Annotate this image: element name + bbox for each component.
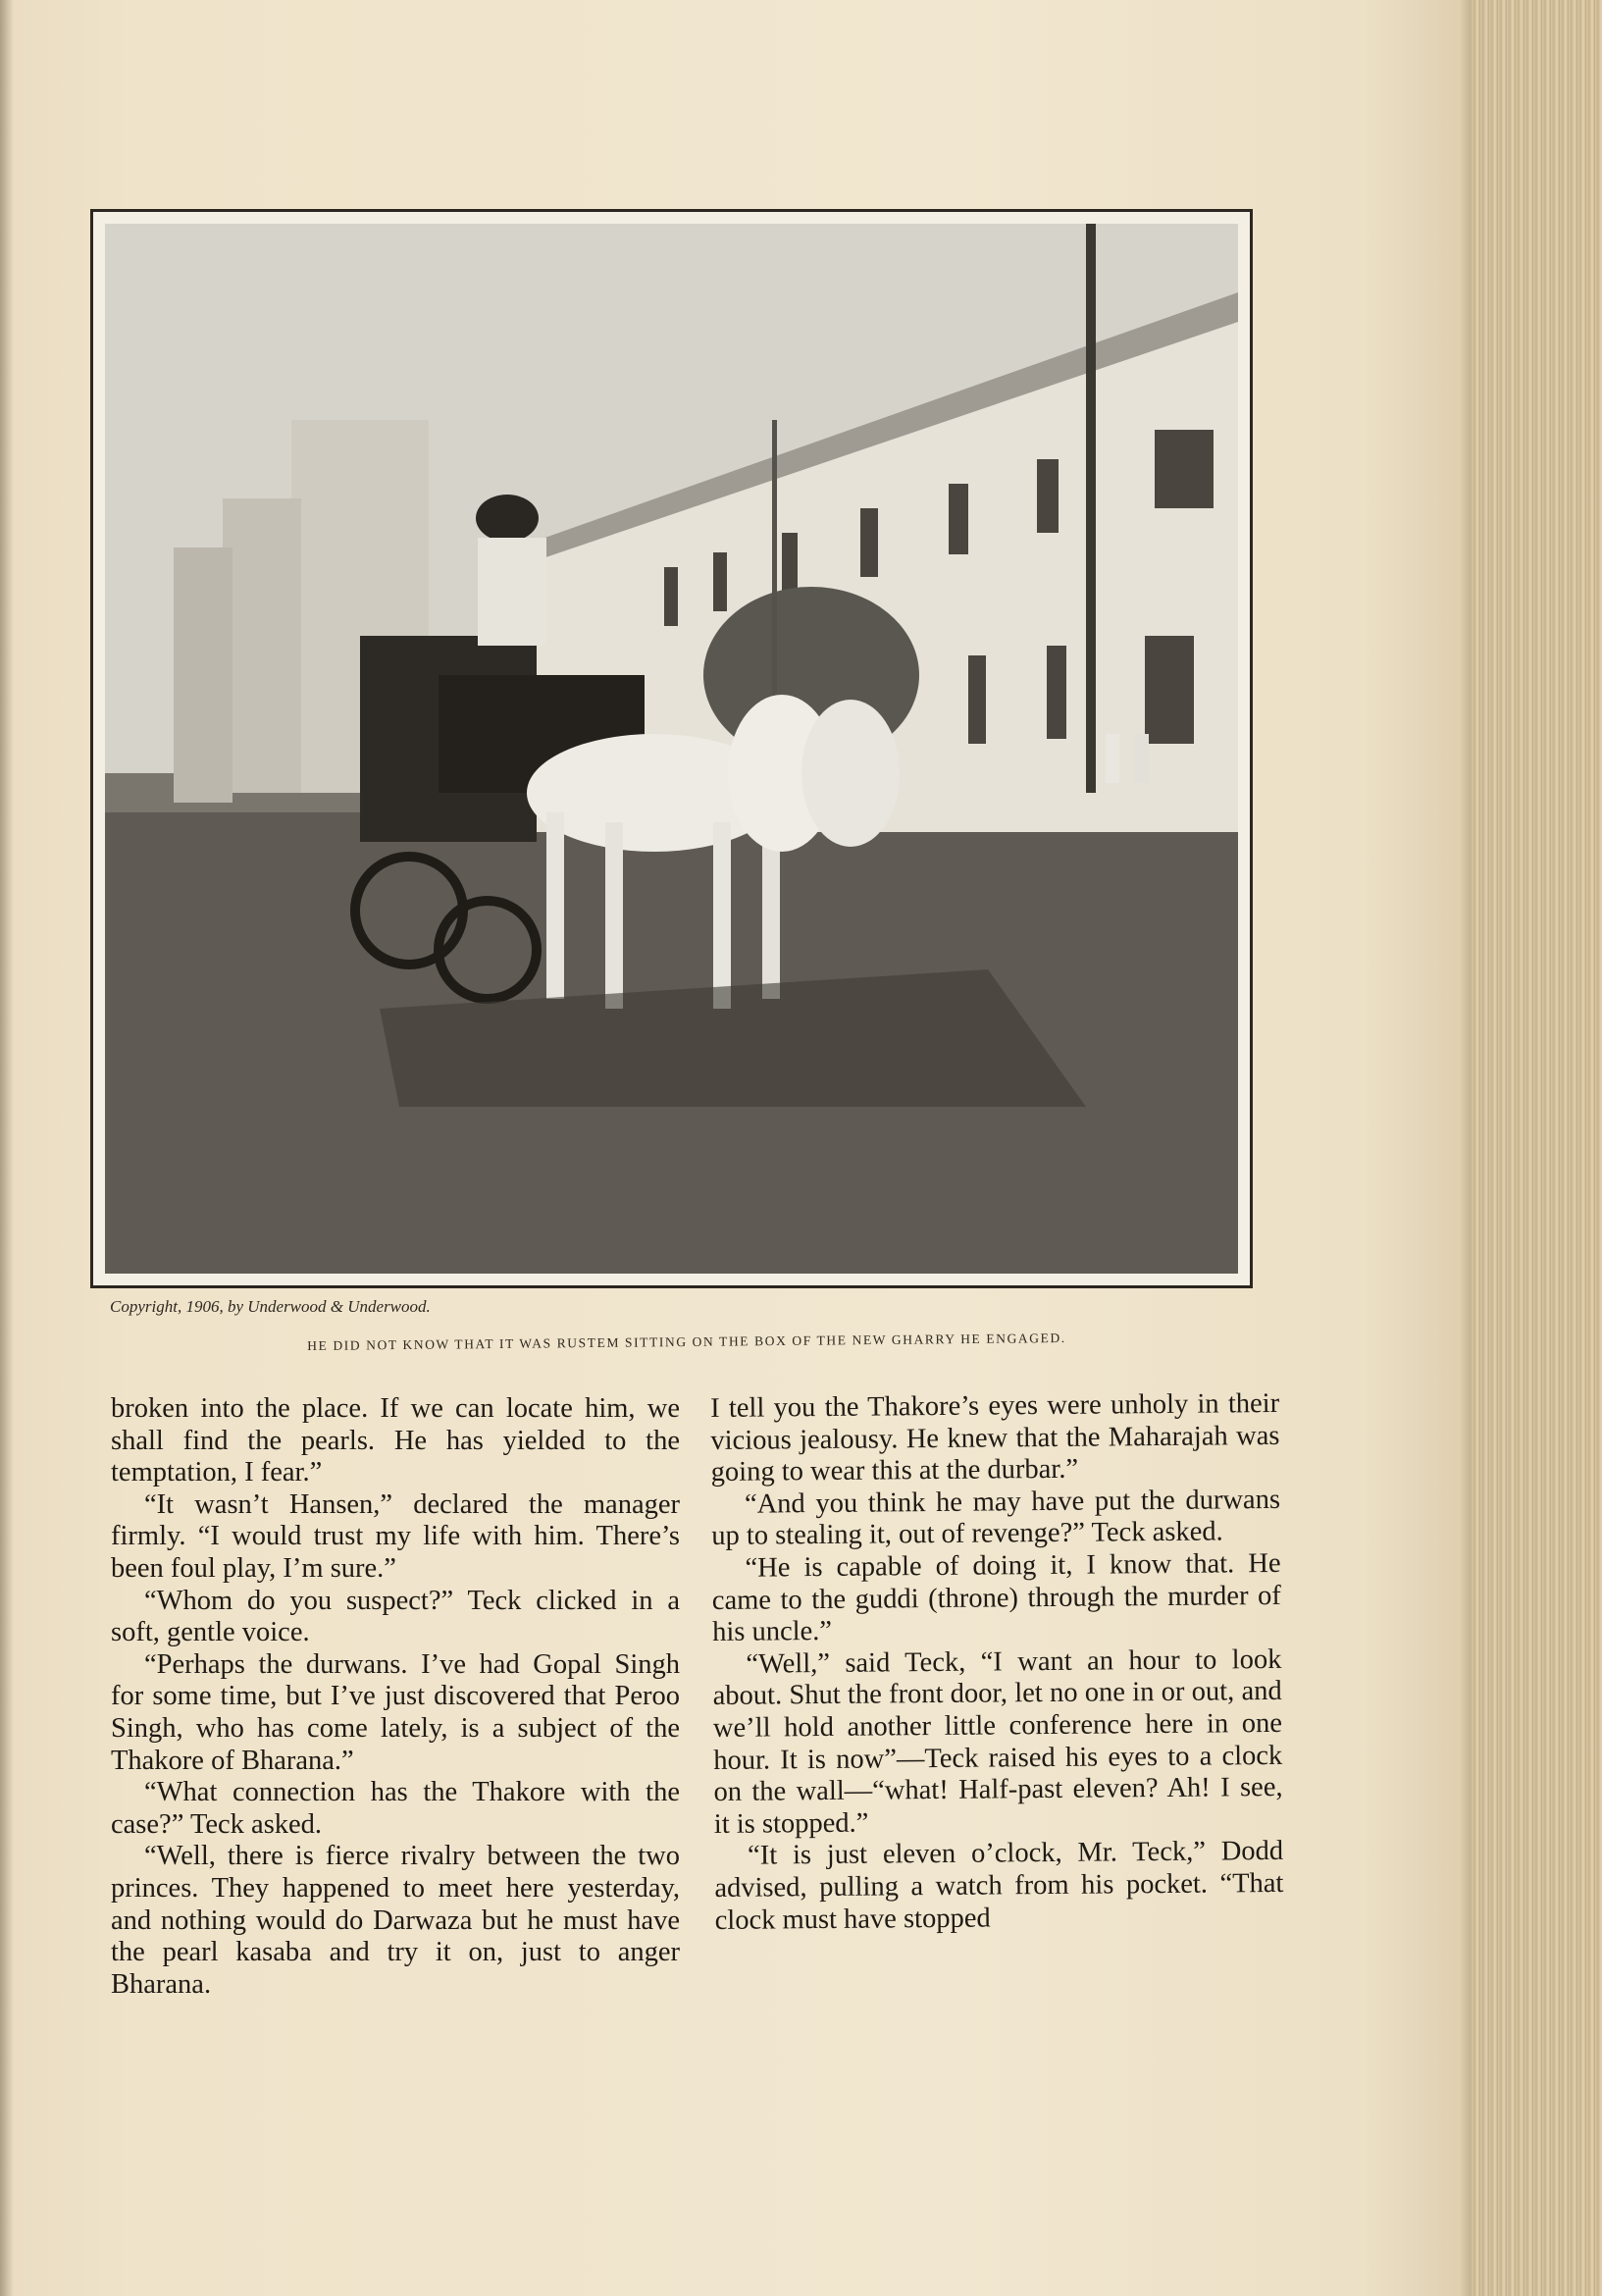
paragraph: “What connection has the Thakore with the case?” Teck asked. [111,1777,680,1840]
paragraph: “It is just eleven o’clock, Mr. Teck,” Dodd advised, pulling a watch from his pocket. “That clock must have stopped [714,1836,1284,1936]
photo-illustration [105,224,1238,1274]
paragraph: “Whom do you suspect?” Teck clicked in a soft, gentle voice. [111,1585,680,1648]
paragraph: broken into the place. If we can locate him, we shall find the pearls. He has yielded to the temptation, I fear.” [111,1393,680,1488]
paragraph: “Well,” said Teck, “I want an hour to look about. Shut the front door, let no one in or out, and we’ll hold another little conference here in one hour. It is now”—Teck raised his eyes to a clock on the wall—“what! Half-past eleven? Ah! I see, it is stopped.” [712,1644,1283,1840]
paragraph: “Perhaps the durwans. I’ve had Gopal Singh for some time, but I’ve just discovered that Peroo Singh, who has come lately, is a subject of the Thakore of Bharana.” [111,1648,680,1776]
photo-frame [90,209,1253,1288]
page-stack-edge [1472,0,1602,2296]
photo-credit: Copyright, 1906, by Underwood & Underwood. [110,1297,431,1316]
text-column-right [710,1388,1284,1937]
binding-shadow [0,0,14,2296]
paragraph: “And you think he may have put the durwans up to stealing it, out of revenge?” Teck asked. [711,1484,1281,1552]
paragraph: “He is capable of doing it, I know that. He came to the guddi (throne) through the murder of his uncle.” [711,1547,1281,1648]
paragraph: I tell you the Thakore’s eyes were unholy in their vicious jealousy. He knew that the Maharajah was going to wear this at the durbar.” [710,1387,1280,1488]
photo-caption: HE DID NOT KNOW THAT IT WAS RUSTEM SITTING ON THE BOX OF THE NEW GHARRY HE ENGAGED. [307,1330,1066,1354]
paragraph: “Well, there is fierce rivalry between the two princes. They happened to meet here yesterday, and nothing would do Darwaza but he must have the pearl kasaba and try it on, just to anger Bharana. [111,1841,680,2000]
paragraph: “It wasn’t Hansen,” declared the manager firmly. “I would trust my life with him. There’s been foul play, I’m sure.” [111,1488,680,1584]
text-column-left [111,1393,680,2001]
photograph-carriage [105,224,1238,1274]
